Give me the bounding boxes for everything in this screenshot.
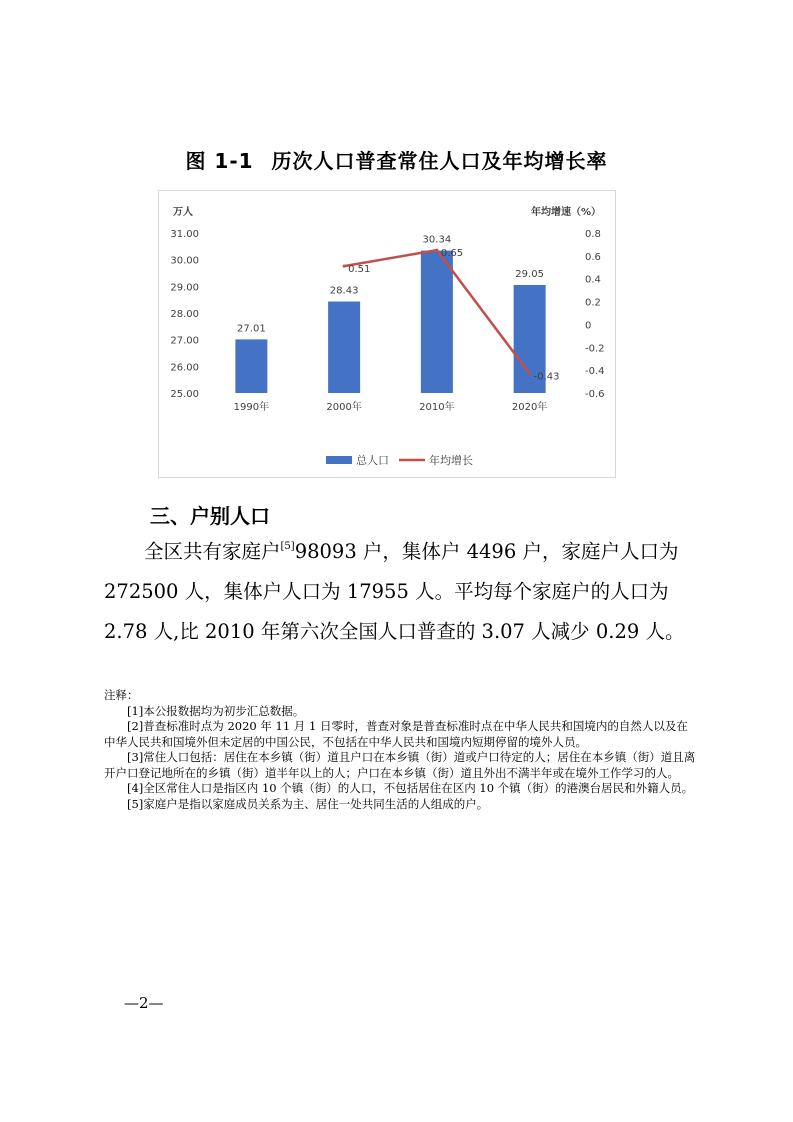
page-number: —2— [124,994,164,1012]
left-tick-label: 29.00 [170,282,199,294]
category-label: 2020年 [511,402,548,413]
left-tick-label: 27.00 [170,335,199,347]
legend-label-growth: 年均增长 [429,454,473,467]
growth-rate-point [435,249,438,252]
legend-swatch-population [326,456,352,464]
figure-caption: 历次人口普查常住人口及年均增长率 [271,149,608,173]
right-tick-label: 0.8 [585,229,601,240]
bar-value-label: 29.05 [515,269,544,280]
figure-title [0,145,793,174]
body-line: 2.78 人,比 2010 年第六次全国人口普查的 3.07 人减少 0.29 人。 [104,620,685,643]
chart-canvas [159,191,615,477]
section-heading: 三、户别人口 [150,504,270,528]
category-label: 1990年 [233,402,270,413]
body-paragraph [104,532,694,652]
bar-1990年 [235,339,267,393]
left-tick-label: 28.00 [170,309,199,320]
population-chart [158,190,616,478]
right-axis-label: 年均增速（%） [530,207,601,218]
right-tick-label: -0.6 [585,389,605,400]
body-line: 272500 人，集体户人口为 17955 人。平均每个家庭户的人口为 [104,580,669,603]
bar-value-label: 28.43 [329,285,359,297]
note-item: [1]本公报数据均为初步汇总数据。 [127,703,305,718]
notes-label: 注释： [104,688,139,702]
bar-value-label: 27.01 [237,323,266,335]
growth-rate-label: 0.65 [440,248,464,260]
bar-2010年 [421,251,453,393]
figure-number: 图 1-1 [185,149,254,173]
right-tick-label: -0.2 [585,343,605,355]
body-line: 全区共有家庭户[5]98093 户，集体户 4496 户，家庭户人口为 [144,540,679,563]
growth-rate-point [528,372,531,375]
note-item: [2]普查标准时点为 2020 年 11 月 1 日零时，普查对象是普查标准时点在中华人民共和国境内的自然人以及在中华人民共和国境外但未定居的中国公民，不包括在中华人民共和国境内短期停留的境外人员。 [104,719,688,749]
bar-value-label: 30.34 [422,234,452,246]
left-tick-label: 30.00 [170,255,199,267]
note-item: [3]常住人口包括：居住在本乡镇（街）道且户口在本乡镇（街）道或户口待定的人；居住在本乡镇（街）道且离开户口登记地所在的乡镇（街）道半年以上的人；户口在本乡镇（街）道且外出不满半年或在境外工作学习的人。 [104,750,696,780]
right-tick-label: 0.4 [585,274,601,286]
left-tick-label: 26.00 [170,362,199,374]
category-label: 2010年 [419,402,455,413]
left-tick-label: 31.00 [170,229,199,240]
growth-rate-label: -0.43 [533,371,560,383]
bar-2000年 [328,302,360,393]
chart-legend [326,453,473,467]
growth-rate-point [343,265,346,268]
left-axis-label: 万人 [173,207,193,218]
category-label: 2000年 [326,402,362,413]
growth-rate-label: 0.51 [348,264,371,276]
notes-section [104,688,696,812]
note-item: [5]家庭户是指以家庭成员关系为主、居住一处共同生活的人组成的户。 [127,796,489,811]
right-tick-label: 0.6 [585,251,601,263]
right-tick-label: 0.2 [585,297,601,309]
note-item: [4]全区常住人口是指区内 10 个镇（街）的人口，不包括居住在区内 10 个镇（街）的港澳台居民和外籍人员。 [127,781,694,795]
footnote-ref: [5] [280,541,295,552]
right-tick-label: -0.4 [585,366,605,378]
left-tick-label: 25.00 [170,389,199,400]
legend-label-population: 总人口 [356,454,389,467]
right-tick-label: 0 [585,320,592,332]
